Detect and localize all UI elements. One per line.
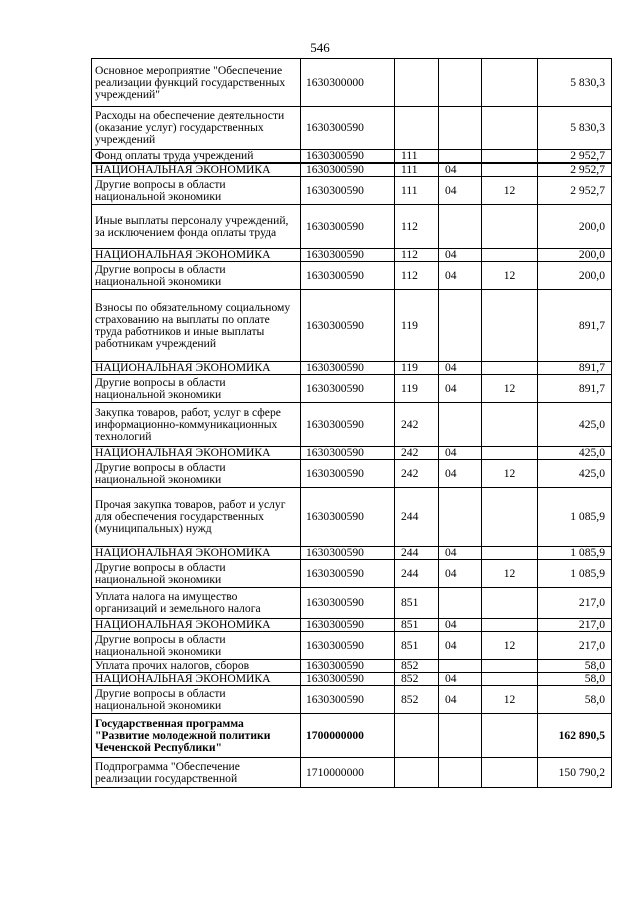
- subsection-cell: [482, 619, 538, 632]
- section-cell: [439, 107, 482, 150]
- amount-cell: 58,0: [538, 673, 612, 686]
- expense-type-cell: 851: [395, 632, 439, 660]
- section-cell: [439, 290, 482, 362]
- code-cell: 1630300590: [301, 249, 395, 262]
- expense-type-cell: 111: [395, 150, 439, 164]
- amount-cell: 1 085,9: [538, 560, 612, 588]
- amount-cell: 58,0: [538, 660, 612, 673]
- expense-type-cell: [395, 714, 439, 758]
- table-row: [92, 447, 612, 460]
- subsection-cell: [482, 362, 538, 375]
- code-cell: 1630300590: [301, 660, 395, 673]
- expense-type-cell: 112: [395, 205, 439, 249]
- expense-type-cell: [395, 59, 439, 107]
- table-row: [92, 403, 612, 447]
- expense-type-cell: 111: [395, 177, 439, 205]
- name-cell: Основное мероприятие "Обеспечение реализации функций государственных учреждений": [92, 59, 301, 107]
- amount-cell: 1 085,9: [538, 488, 612, 547]
- expense-type-cell: 244: [395, 488, 439, 547]
- subsection-cell: [482, 107, 538, 150]
- amount-cell: 891,7: [538, 375, 612, 403]
- section-cell: 04: [439, 249, 482, 262]
- expense-type-cell: 244: [395, 547, 439, 560]
- name-cell: Иные выплаты персоналу учреждений, за исключением фонда оплаты труда: [92, 205, 301, 249]
- amount-cell: 2 952,7: [538, 150, 612, 164]
- code-cell: 1630300590: [301, 686, 395, 714]
- table-row: [92, 163, 612, 177]
- subsection-cell: 12: [482, 262, 538, 290]
- table-row: [92, 375, 612, 403]
- code-cell: 1630300590: [301, 362, 395, 375]
- amount-cell: 1 085,9: [538, 547, 612, 560]
- amount-cell: 217,0: [538, 632, 612, 660]
- name-cell: НАЦИОНАЛЬНАЯ ЭКОНОМИКА: [92, 362, 301, 375]
- amount-cell: 162 890,5: [538, 714, 612, 758]
- expense-type-cell: 112: [395, 249, 439, 262]
- subsection-cell: [482, 488, 538, 547]
- code-cell: 1630300590: [301, 107, 395, 150]
- name-cell: Другие вопросы в области национальной экономики: [92, 262, 301, 290]
- table-row: [92, 632, 612, 660]
- expense-type-cell: 119: [395, 375, 439, 403]
- subsection-cell: 12: [482, 375, 538, 403]
- code-cell: 1630300590: [301, 447, 395, 460]
- table-row: [92, 290, 612, 362]
- table-row: [92, 673, 612, 686]
- table-row: [92, 758, 612, 788]
- code-cell: 1630300590: [301, 588, 395, 619]
- table-row: [92, 362, 612, 375]
- name-cell: Расходы на обеспечение деятельности (оказание услуг) государственных учреждений: [92, 107, 301, 150]
- name-cell: НАЦИОНАЛЬНАЯ ЭКОНОМИКА: [92, 447, 301, 460]
- code-cell: 1630300590: [301, 560, 395, 588]
- code-cell: 1630300000: [301, 59, 395, 107]
- amount-cell: 2 952,7: [538, 163, 612, 177]
- section-cell: [439, 758, 482, 788]
- amount-cell: 5 830,3: [538, 107, 612, 150]
- table-row: [92, 205, 612, 249]
- subsection-cell: [482, 163, 538, 177]
- section-cell: 04: [439, 375, 482, 403]
- section-cell: [439, 59, 482, 107]
- section-cell: 04: [439, 262, 482, 290]
- name-cell: Государственная программа "Развитие молодежной политики Чеченской Республики": [92, 714, 301, 758]
- subsection-cell: [482, 290, 538, 362]
- amount-cell: 425,0: [538, 460, 612, 488]
- expense-type-cell: 119: [395, 362, 439, 375]
- table-row: [92, 249, 612, 262]
- expense-type-cell: 852: [395, 673, 439, 686]
- amount-cell: 58,0: [538, 686, 612, 714]
- amount-cell: 217,0: [538, 619, 612, 632]
- amount-cell: 891,7: [538, 362, 612, 375]
- name-cell: Уплата налога на имущество организаций и земельного налога: [92, 588, 301, 619]
- name-cell: Взносы по обязательному социальному страхованию на выплаты по оплате труда работников и иные выплаты работникам учреждений: [92, 290, 301, 362]
- name-cell: НАЦИОНАЛЬНАЯ ЭКОНОМИКА: [92, 163, 301, 177]
- amount-cell: 200,0: [538, 262, 612, 290]
- table-row: [92, 460, 612, 488]
- expense-type-cell: 242: [395, 447, 439, 460]
- name-cell: Фонд оплаты труда учреждений: [92, 150, 301, 164]
- name-cell: НАЦИОНАЛЬНАЯ ЭКОНОМИКА: [92, 547, 301, 560]
- budget-table-body: [92, 59, 612, 788]
- table-row: [92, 560, 612, 588]
- table-row: [92, 488, 612, 547]
- expense-type-cell: 852: [395, 660, 439, 673]
- code-cell: 1630300590: [301, 262, 395, 290]
- section-cell: 04: [439, 177, 482, 205]
- subsection-cell: [482, 447, 538, 460]
- code-cell: 1630300590: [301, 290, 395, 362]
- name-cell: Другие вопросы в области национальной экономики: [92, 460, 301, 488]
- section-cell: [439, 150, 482, 164]
- expense-type-cell: 851: [395, 619, 439, 632]
- code-cell: 1630300590: [301, 375, 395, 403]
- subsection-cell: [482, 547, 538, 560]
- amount-cell: 217,0: [538, 588, 612, 619]
- expense-type-cell: 119: [395, 290, 439, 362]
- subsection-cell: [482, 403, 538, 447]
- section-cell: [439, 205, 482, 249]
- section-cell: 04: [439, 632, 482, 660]
- table-row: [92, 588, 612, 619]
- subsection-cell: [482, 588, 538, 619]
- table-row: [92, 686, 612, 714]
- code-cell: 1630300590: [301, 673, 395, 686]
- section-cell: [439, 403, 482, 447]
- code-cell: 1630300590: [301, 205, 395, 249]
- amount-cell: 5 830,3: [538, 59, 612, 107]
- subsection-cell: [482, 673, 538, 686]
- amount-cell: 200,0: [538, 205, 612, 249]
- section-cell: 04: [439, 447, 482, 460]
- subsection-cell: 12: [482, 686, 538, 714]
- code-cell: 1630300590: [301, 150, 395, 164]
- subsection-cell: [482, 59, 538, 107]
- subsection-cell: [482, 714, 538, 758]
- name-cell: Другие вопросы в области национальной экономики: [92, 686, 301, 714]
- subsection-cell: [482, 758, 538, 788]
- expense-type-cell: 851: [395, 588, 439, 619]
- amount-cell: 891,7: [538, 290, 612, 362]
- table-row: [92, 107, 612, 150]
- subsection-cell: [482, 249, 538, 262]
- code-cell: 1630300590: [301, 619, 395, 632]
- amount-cell: 2 952,7: [538, 177, 612, 205]
- section-cell: [439, 714, 482, 758]
- name-cell: Прочая закупка товаров, работ и услуг для обеспечения государственных (муниципальных) нужд: [92, 488, 301, 547]
- table-row: [92, 547, 612, 560]
- code-cell: 1630300590: [301, 460, 395, 488]
- section-cell: 04: [439, 163, 482, 177]
- subsection-cell: 12: [482, 460, 538, 488]
- code-cell: 1710000000: [301, 758, 395, 788]
- name-cell: НАЦИОНАЛЬНАЯ ЭКОНОМИКА: [92, 619, 301, 632]
- expense-type-cell: 852: [395, 686, 439, 714]
- section-cell: 04: [439, 673, 482, 686]
- expense-type-cell: 244: [395, 560, 439, 588]
- section-cell: 04: [439, 686, 482, 714]
- section-cell: 04: [439, 547, 482, 560]
- section-cell: [439, 488, 482, 547]
- table-row: [92, 619, 612, 632]
- name-cell: Другие вопросы в области национальной экономики: [92, 560, 301, 588]
- name-cell: НАЦИОНАЛЬНАЯ ЭКОНОМИКА: [92, 249, 301, 262]
- expense-type-cell: [395, 107, 439, 150]
- table-row: [92, 150, 612, 164]
- name-cell: Уплата прочих налогов, сборов: [92, 660, 301, 673]
- page-number: 546: [310, 40, 330, 55]
- name-cell: Другие вопросы в области национальной экономики: [92, 177, 301, 205]
- section-cell: 04: [439, 560, 482, 588]
- table-row: [92, 177, 612, 205]
- section-cell: 04: [439, 619, 482, 632]
- section-cell: [439, 660, 482, 673]
- code-cell: 1630300590: [301, 547, 395, 560]
- subsection-cell: 12: [482, 560, 538, 588]
- amount-cell: 150 790,2: [538, 758, 612, 788]
- name-cell: НАЦИОНАЛЬНАЯ ЭКОНОМИКА: [92, 673, 301, 686]
- section-cell: 04: [439, 460, 482, 488]
- expense-type-cell: 111: [395, 163, 439, 177]
- budget-table: [91, 58, 612, 788]
- code-cell: 1630300590: [301, 177, 395, 205]
- code-cell: 1700000000: [301, 714, 395, 758]
- subsection-cell: 12: [482, 632, 538, 660]
- code-cell: 1630300590: [301, 488, 395, 547]
- amount-cell: 425,0: [538, 447, 612, 460]
- name-cell: Подпрограмма "Обеспечение реализации государственной: [92, 758, 301, 788]
- amount-cell: 425,0: [538, 403, 612, 447]
- subsection-cell: [482, 660, 538, 673]
- subsection-cell: [482, 150, 538, 164]
- expense-type-cell: 112: [395, 262, 439, 290]
- code-cell: 1630300590: [301, 632, 395, 660]
- amount-cell: 200,0: [538, 249, 612, 262]
- expense-type-cell: 242: [395, 460, 439, 488]
- name-cell: Закупка товаров, работ, услуг в сфере информационно-коммуникационных технологий: [92, 403, 301, 447]
- subsection-cell: 12: [482, 177, 538, 205]
- table-row: [92, 660, 612, 673]
- name-cell: Другие вопросы в области национальной экономики: [92, 375, 301, 403]
- table-row: [92, 262, 612, 290]
- table-row: [92, 59, 612, 107]
- code-cell: 1630300590: [301, 403, 395, 447]
- table-row: [92, 714, 612, 758]
- subsection-cell: [482, 205, 538, 249]
- code-cell: 1630300590: [301, 163, 395, 177]
- name-cell: Другие вопросы в области национальной экономики: [92, 632, 301, 660]
- section-cell: [439, 588, 482, 619]
- section-cell: 04: [439, 362, 482, 375]
- expense-type-cell: 242: [395, 403, 439, 447]
- expense-type-cell: [395, 758, 439, 788]
